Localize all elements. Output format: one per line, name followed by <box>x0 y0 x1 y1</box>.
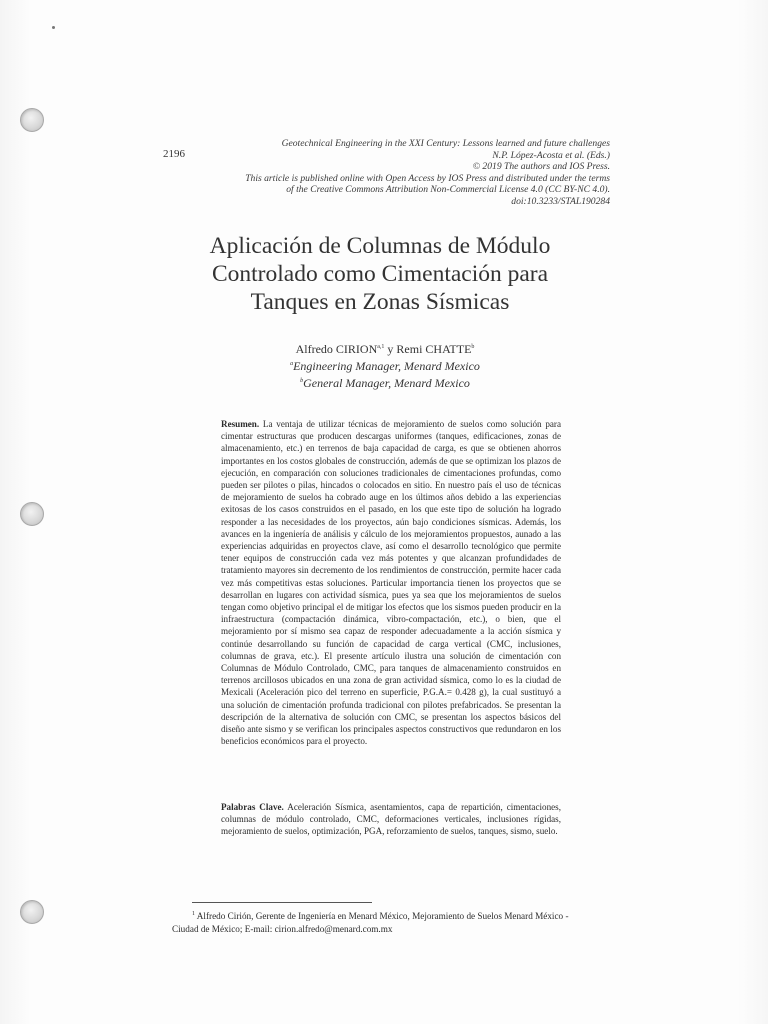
title-line: Aplicación de Columnas de Módulo <box>209 233 551 259</box>
affiliation-b <box>185 374 585 391</box>
punch-hole-middle <box>20 502 44 526</box>
footnote-line-1 <box>172 908 622 923</box>
abstract-label: Resumen. <box>221 419 260 429</box>
abstract <box>221 418 561 747</box>
header-line: of the Creative Commons Attribution Non-Commercial License 4.0 (CC BY-NC 4.0). <box>286 184 610 196</box>
header-line: © 2019 The authors and IOS Press. <box>472 161 610 173</box>
header-line: This article is published online with Open Access by IOS Press and distributed under the terms <box>245 172 610 184</box>
affiliation-a-text: Engineering Manager, Menard Mexico <box>293 359 480 373</box>
author-block <box>185 340 585 391</box>
scan-speck <box>52 26 55 29</box>
punch-hole-bottom <box>20 900 44 924</box>
footnote <box>172 908 622 935</box>
affiliation-a <box>185 357 585 374</box>
keywords-text: Aceleración Sísmica, asentamientos, capa de repartición, cimentaciones, columnas de módulo controlado, CMC, deformaciones verticales, inclusiones rígidas, mejoramiento de suelos, optimización, PGA, reforzamiento de suelos, tanques, sismo, suelo. <box>221 802 561 837</box>
affiliation-b-mark: b <box>300 378 304 384</box>
keywords <box>221 801 561 838</box>
paper-title <box>160 232 600 316</box>
author-1-affiliation-mark: a,1 <box>377 344 385 350</box>
keywords-label: Palabras Clave. <box>221 802 284 812</box>
author-2: y Remi CHATTE <box>384 342 472 356</box>
punch-hole-top <box>20 108 44 132</box>
affiliation-a-mark: a <box>290 361 294 367</box>
footnote-divider <box>192 902 372 903</box>
abstract-text: La ventaja de utilizar técnicas de mejoramiento de suelos como solución para cimentar estructuras que producen descargas uniformes (tanques, edificaciones, zonas de almacenamiento, etc.) en terrenos de baja capacidad de carga, es que se obtienen ahorros importantes en los costos globales de construcción, además de que se optimizan los plazos de ejecución, en comparación con soluciones tradicionales de cimentaciones profundas, como pueden ser pilotes o pilas, hincados o colocados en sitio. En nuestro país el uso de técnicas de mejoramiento de suelos ha cobrado auge en los últimos años debido a las experiencias exitosas de los casos construidos en el pasado, en los que este tipo de solución ha logrado responder a las necesidades de los proyectos, aún bajo condiciones sísmicas. Además, los avances en la ingeniería de análisis y cálculo de los mejoramientos propuestos, aunado a las experiencias adquiridas en proyectos clave, así como el desarrollo tecnológico que permite tener equipos de construcción cada vez más potentes y que alcanzan profundidades de tratamiento mayores sin decremento de los rendimientos de construcción, permite hacer cada vez más competitivas estas soluciones. Particular importancia tienen los proyectos que se desarrollan en lugares con actividad sísmica, pues ya sea que los mejoramientos de suelos tengan como objetivo principal el de mitigar los efectos que los sismos pueden producir en la infraestructura (compactación dinámica, vibro-compactación, etc.), o bien, que el mejoramiento por sí mismo sea capaz de responder adecuadamente a la acción sísmica y continúe desarrollando su función de capacidad de carga vertical (CMC, inclusiones, columnas de grava, etc.). El presente artículo ilustra una solución de cimentación con Columnas de Módulo Controlado, CMC, para tanques de almacenamiento construidos en terrenos arcillosos ubicados en una zona de gran actividad sísmica, como lo es la ciudad de Mexicali (Aceleración pico del terreno en superficie, P.G.A.= 0.428 g), la cual sustituyó a una solución de cimentación profunda tradicional con pilotes prefabricados. Se presentan la descripción de la alternativa de solución con CMC, se presentan los aspectos básicos del diseño ante sismo y se verifican los principales aspectos constructivos que redundaron en los beneficios económicos para el proyecto. <box>221 419 561 747</box>
author-1: Alfredo CIRION <box>295 342 378 356</box>
author-2-affiliation-mark: b <box>471 344 475 350</box>
footnote-line-2: Ciudad de México; E-mail: cirion.alfredo@menard.com.mx <box>172 923 393 934</box>
title-line: Tanques en Zonas Sísmicas <box>250 289 510 315</box>
footnote-mark: 1 <box>192 911 195 917</box>
header-line: doi:10.3233/STAL190284 <box>511 195 610 207</box>
header-line: Geotechnical Engineering in the XXI Century: Lessons learned and future challenges <box>281 138 610 149</box>
affiliation-b-text: General Manager, Menard Mexico <box>303 376 470 390</box>
title-line: Controlado como Cimentación para <box>211 261 549 287</box>
publication-header <box>190 138 610 208</box>
page-number: 2196 <box>163 148 185 160</box>
header-line: N.P. López-Acosta et al. (Eds.) <box>492 149 610 161</box>
footnote-line-1-text: Alfredo Cirión, Gerente de Ingeniería en Menard México, Mejoramiento de Suelos Menard México - <box>195 911 569 922</box>
author-names <box>185 340 585 357</box>
